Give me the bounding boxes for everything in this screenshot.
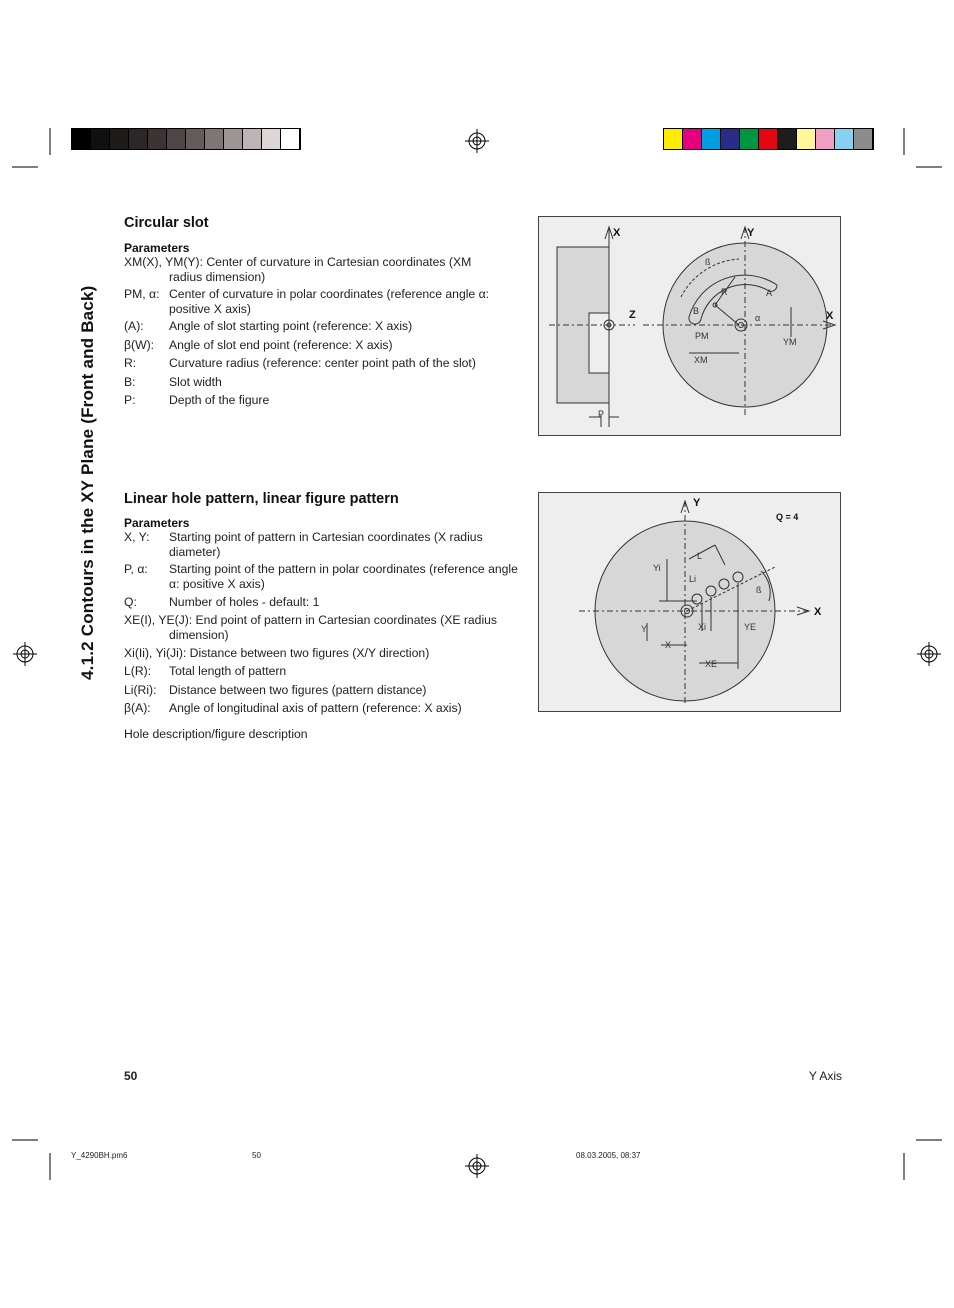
circular-slot-figure xyxy=(538,216,841,436)
label-r: R xyxy=(721,287,728,297)
calibration-swatch xyxy=(816,129,835,149)
calibration-swatch xyxy=(129,129,148,149)
label-a: A xyxy=(766,288,773,298)
param-key: B: xyxy=(124,375,136,389)
param-key: R: xyxy=(124,356,137,370)
calibration-swatch xyxy=(148,129,167,149)
label-ye: YE xyxy=(744,622,757,632)
param-value: Angle of slot end point (reference: X axis) xyxy=(169,338,393,352)
label-y-start: Y xyxy=(641,624,648,634)
label-y: Y xyxy=(747,227,755,239)
calibration-swatch xyxy=(205,129,224,149)
label-left-x: X xyxy=(613,227,621,239)
linear-pattern-section xyxy=(124,491,519,741)
label-l: L xyxy=(697,551,703,561)
param-value: Center of curvature in polar coordinates (reference angle α: positive X axis) xyxy=(169,287,490,316)
calibration-swatch xyxy=(740,129,759,149)
circular-slot-diagram xyxy=(539,217,840,435)
calibration-swatch xyxy=(91,129,110,149)
param-value: Curvature radius (reference: center point path of the slot) xyxy=(169,356,476,370)
registration-target-bottom xyxy=(465,1154,489,1178)
param-text-xm: XM(X), YM(Y): Center of curvature in Cartesian coordinates (XM radius dimension) xyxy=(124,255,472,284)
param-text-xe: XE(I), YE(J): End point of pattern in Cartesian coordinates (XE radius dimension) xyxy=(124,613,498,642)
param-value: Depth of the figure xyxy=(169,393,270,407)
param-value: Total length of pattern xyxy=(169,664,287,678)
label-beta: ß xyxy=(756,585,762,595)
calibration-swatch xyxy=(167,129,186,149)
label-x: X xyxy=(826,310,834,322)
param-key: β(W): xyxy=(124,338,155,352)
calibration-swatch xyxy=(224,129,243,149)
calibration-swatch xyxy=(778,129,797,149)
param-value: Starting point of the pattern in polar coordinates (reference angle α: positive X axis) xyxy=(169,562,518,591)
param-key: Q: xyxy=(124,595,137,609)
registration-target-top xyxy=(465,129,489,153)
calibration-swatch xyxy=(110,129,129,149)
calibration-swatch xyxy=(797,129,816,149)
slug-file: Y_4290BH.pm6 xyxy=(71,1151,128,1160)
param-value: Angle of longitudinal axis of pattern (reference: X axis) xyxy=(169,701,462,715)
footer-section-name: Y Axis xyxy=(808,1069,842,1083)
calibration-swatch xyxy=(243,129,262,149)
side-title-text: 4.1.2 Contours in the XY Plane (Front and Back) xyxy=(78,285,97,680)
param-key: (A): xyxy=(124,319,144,333)
slug-date: 08.03.2005, 08:37 xyxy=(576,1151,641,1160)
gray-calibration-bar xyxy=(71,128,301,150)
label-beta: ß xyxy=(705,257,711,267)
label-x-start: X xyxy=(665,640,672,650)
circular-slot-section xyxy=(124,215,519,407)
param-key: β(A): xyxy=(124,701,151,715)
label-x: X xyxy=(814,606,822,618)
param-key: L(R): xyxy=(124,664,152,678)
label-q: Q = 4 xyxy=(776,512,799,522)
param-key: P: xyxy=(124,393,136,407)
label-p: P xyxy=(598,409,605,419)
param-value: Starting point of pattern in Cartesian coordinates (X radius diameter) xyxy=(169,530,483,559)
calibration-swatch xyxy=(854,129,873,149)
calibration-swatch xyxy=(262,129,281,149)
calibration-swatch xyxy=(683,129,702,149)
param-value: Distance between two figures (pattern distance) xyxy=(169,683,427,697)
param-value: Slot width xyxy=(169,375,222,389)
linear-pattern-figure xyxy=(538,492,841,712)
label-z: Z xyxy=(629,309,636,321)
label-pm: PM xyxy=(695,331,709,341)
note-text: Hole description/figure description xyxy=(124,727,308,741)
label-b: B xyxy=(693,306,700,316)
linear-pattern-params-heading: Parameters xyxy=(124,516,190,530)
label-li: Li xyxy=(689,574,697,584)
param-key: Li(Ri): xyxy=(124,683,157,697)
registration-target-right xyxy=(917,642,941,666)
label-ym: YM xyxy=(783,337,797,347)
param-value: Number of holes - default: 1 xyxy=(169,595,320,609)
color-calibration-bar xyxy=(663,128,874,150)
param-key: P, α: xyxy=(124,562,148,576)
calibration-swatch xyxy=(759,129,778,149)
calibration-swatch xyxy=(281,129,300,149)
circular-slot-title: Circular slot xyxy=(124,215,209,231)
calibration-swatch xyxy=(186,129,205,149)
param-key: PM, α: xyxy=(124,287,160,301)
calibration-swatch xyxy=(721,129,740,149)
param-value: Xi(Ii), Yi(Ji): Distance between two figures (X/Y direction) xyxy=(124,646,430,660)
label-xi: Xi xyxy=(698,622,707,632)
label-alpha: α xyxy=(755,313,761,323)
param-value: Angle of slot starting point (reference: X axis) xyxy=(169,319,413,333)
calibration-swatch xyxy=(835,129,854,149)
calibration-swatch xyxy=(664,129,683,149)
registration-target-left xyxy=(13,642,37,666)
label-xm: XM xyxy=(694,355,708,365)
label-yi: Yi xyxy=(653,563,661,573)
circular-slot-params-heading: Parameters xyxy=(124,241,190,255)
param-key: X, Y: xyxy=(124,530,150,544)
calibration-swatch xyxy=(72,129,91,149)
linear-pattern-title: Linear hole pattern, linear figure pattern xyxy=(124,491,399,507)
page-number: 50 xyxy=(124,1069,138,1083)
label-y: Y xyxy=(693,497,701,509)
label-xe: XE xyxy=(705,659,718,669)
slug-page: 50 xyxy=(252,1151,261,1160)
linear-pattern-diagram xyxy=(539,493,840,711)
calibration-swatch xyxy=(702,129,721,149)
